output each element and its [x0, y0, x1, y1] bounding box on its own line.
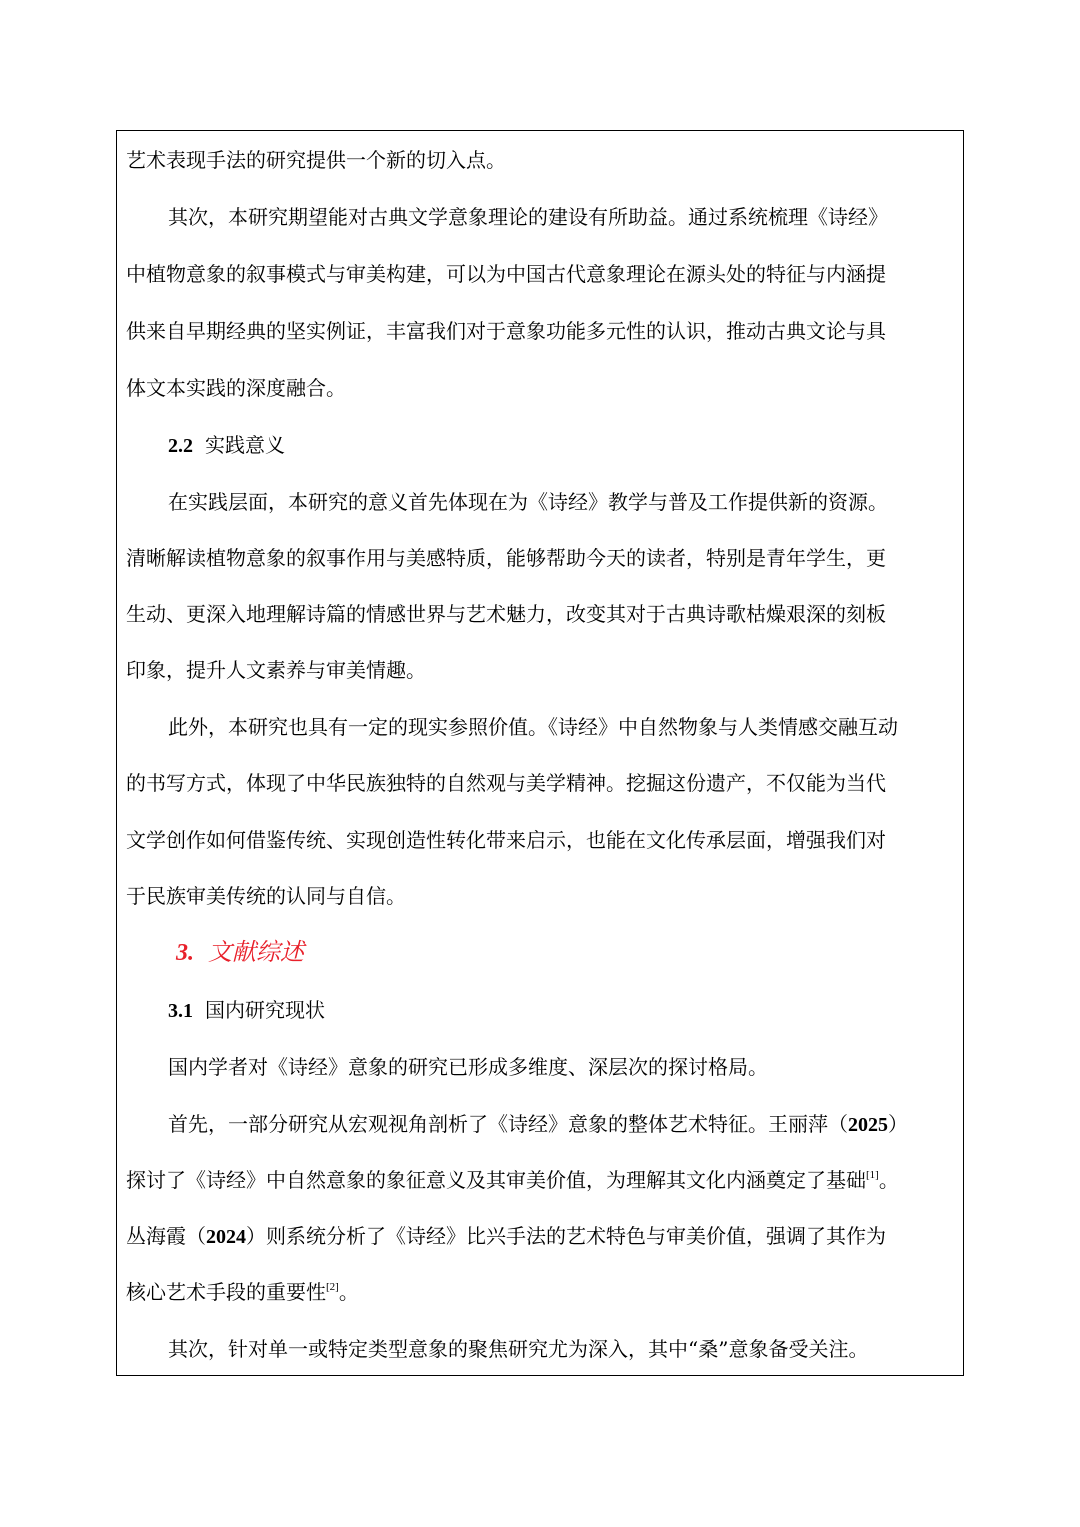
reference-marker: [1] [866, 1169, 879, 1181]
text-run: 探讨了《诗经》中自然意象的象征意义及其审美价值，为理解其文化内涵奠定了基础 [126, 1168, 866, 1192]
text-run: 。 [878, 1168, 899, 1192]
paragraph-line: 国内学者对《诗经》意象的研究已形成多维度、深层次的探讨格局。 [168, 1055, 768, 1079]
paragraph-line: 中植物意象的叙事模式与审美构建，可以为中国古代意象理论在源头处的特征与内涵提 [126, 262, 886, 286]
year-citation: 2024 [206, 1226, 246, 1248]
paragraph-line: 体文本实践的深度融合。 [126, 376, 346, 400]
subheading-label: 国内研究现状 [205, 998, 325, 1022]
subheading-2-2 [168, 430, 285, 461]
paragraph-line [168, 1109, 908, 1140]
text-run: 首先，一部分研究从宏观视角剖析了《诗经》意象的整体艺术特征。王丽萍（ [168, 1112, 848, 1136]
reference-marker: [2] [326, 1281, 339, 1293]
text-run: 丛海霞（ [126, 1224, 206, 1248]
section-label: 文献综述 [208, 938, 304, 966]
paragraph-line: 生动、更深入地理解诗篇的情感世界与艺术魅力，改变其对于古典诗歌枯燥艰深的刻板 [126, 602, 886, 626]
paragraph-line: 于民族审美传统的认同与自信。 [126, 884, 406, 908]
paragraph-line: 其次，针对单一或特定类型意象的聚焦研究尤为深入，其中“桑”意象备受关注。 [168, 1337, 869, 1361]
paragraph-line: 此外，本研究也具有一定的现实参照价值。《诗经》中自然物象与人类情感交融互动 [168, 715, 898, 739]
paragraph-line: 印象，提升人文素养与审美情趣。 [126, 658, 426, 682]
text-run: 核心艺术手段的重要性 [126, 1280, 326, 1304]
paragraph-line: 的书写方式，体现了中华民族独特的自然观与美学精神。挖掘这份遗产，不仅能为当代 [126, 771, 886, 795]
subheading-label: 实践意义 [205, 433, 285, 457]
section-number: 3. [176, 940, 194, 966]
subheading-3-1 [168, 995, 325, 1026]
paragraph-line: 在实践层面，本研究的意义首先体现在为《诗经》教学与普及工作提供新的资源。 [168, 490, 888, 514]
text-run: 。 [338, 1280, 359, 1304]
paragraph-line: 其次，本研究期望能对古典文学意象理论的建设有所助益。通过系统梳理《诗经》 [168, 205, 888, 229]
paragraph-line: 文学创作如何借鉴传统、实现创造性转化带来启示，也能在文化传承层面，增强我们对 [126, 828, 886, 852]
paragraph-line: 清晰解读植物意象的叙事作用与美感特质，能够帮助今天的读者，特别是青年学生，更 [126, 546, 886, 570]
paragraph-line [126, 1277, 359, 1307]
paragraph-line [126, 1221, 886, 1252]
subheading-number: 2.2 [168, 435, 193, 457]
year-citation: 2025 [848, 1114, 888, 1136]
section-title-3 [176, 935, 304, 970]
paragraph-line: 供来自早期经典的坚实例证，丰富我们对于意象功能多元性的认识，推动古典文论与具 [126, 319, 886, 343]
text-run: ） [888, 1112, 908, 1136]
text-run: ）则系统分析了《诗经》比兴手法的艺术特色与审美价值，强调了其作为 [246, 1224, 886, 1248]
paragraph-line: 艺术表现手法的研究提供一个新的切入点。 [126, 148, 506, 172]
subheading-number: 3.1 [168, 1000, 193, 1022]
paragraph-line [126, 1165, 899, 1195]
